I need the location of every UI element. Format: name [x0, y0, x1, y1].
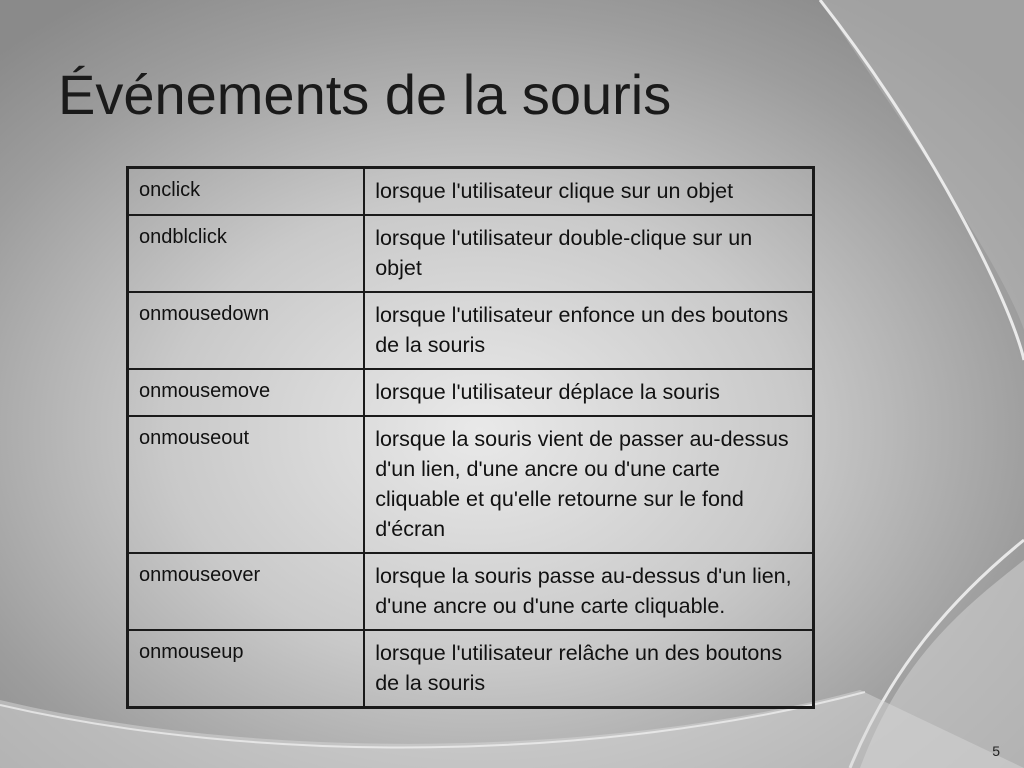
mouse-events-table	[126, 166, 815, 709]
table-row	[128, 416, 814, 553]
event-description-cell: lorsque l'utilisateur enfonce un des boutons de la souris	[364, 292, 813, 369]
event-name-cell: onclick	[128, 168, 365, 216]
event-description-cell: lorsque l'utilisateur déplace la souris	[364, 369, 813, 416]
event-name-cell: onmouseover	[128, 553, 365, 630]
event-name-cell: onmousedown	[128, 292, 365, 369]
event-description-cell: lorsque l'utilisateur relâche un des boutons de la souris	[364, 630, 813, 708]
table-row	[128, 369, 814, 416]
page-number: 5	[992, 743, 1000, 759]
event-name-cell: onmousemove	[128, 369, 365, 416]
slide-title: Événements de la souris	[58, 63, 672, 126]
event-description-cell: lorsque la souris passe au-dessus d'un lien, d'une ancre ou d'une carte cliquable.	[364, 553, 813, 630]
table-row	[128, 553, 814, 630]
table-row	[128, 630, 814, 708]
table-row	[128, 292, 814, 369]
table-row	[128, 168, 814, 216]
table-row	[128, 215, 814, 292]
event-name-cell: onmouseup	[128, 630, 365, 708]
event-description-cell: lorsque l'utilisateur clique sur un objet	[364, 168, 813, 216]
event-name-cell: onmouseout	[128, 416, 365, 553]
event-name-cell: ondblclick	[128, 215, 365, 292]
event-description-cell: lorsque l'utilisateur double-clique sur un objet	[364, 215, 813, 292]
event-description-cell: lorsque la souris vient de passer au-dessus d'un lien, d'une ancre ou d'une carte cliquable et qu'elle retourne sur le fond d'écran	[364, 416, 813, 553]
